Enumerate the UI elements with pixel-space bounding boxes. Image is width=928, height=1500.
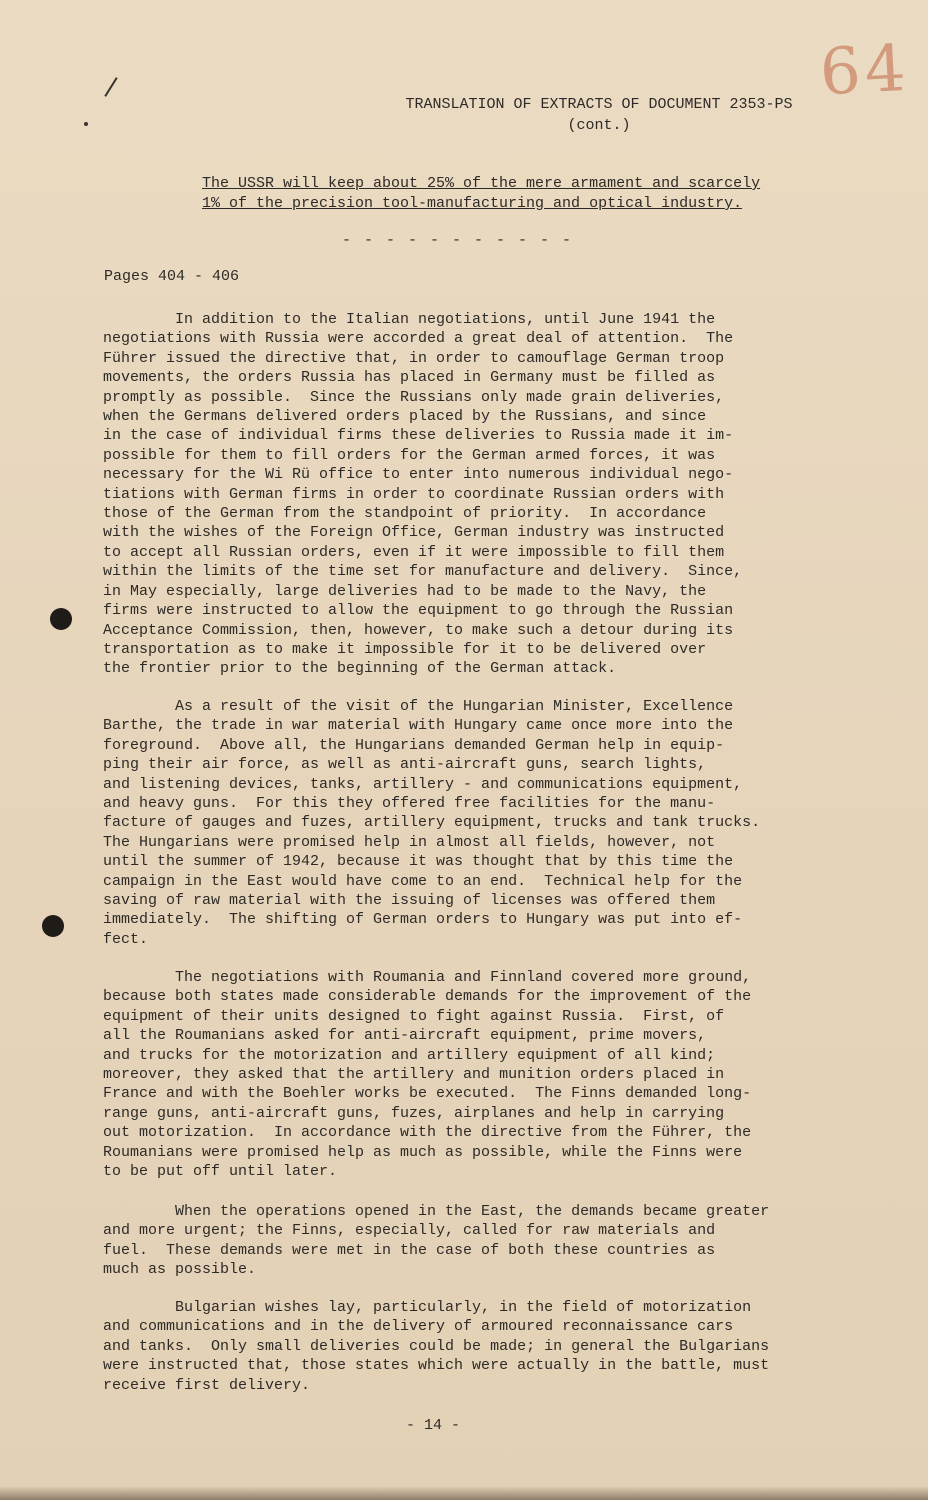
punch-hole: [50, 608, 72, 630]
paragraph-roumania-finnland: The negotiations with Roumania and Finnland covered more ground, because both states made considerable demands for the improvement of the equipment of their units designed to fight against Russia. First, of all the Roumanians asked for anti-aircraft equipment, prime movers, and trucks for the motorization and artillery equipment of all kind; moreover, they asked that the artillery and munition orders placed in France and with the Boehler works be executed. The Finns demanded long- range guns, anti-aircraft guns, fuzes, airplanes and help in carrying out motorization. In accordance with the directive from the Führer, the Roumanians were promised help as much as possible, while the Finns were to be put off until later.: [103, 969, 752, 1181]
ink-dot: [84, 122, 88, 126]
document-header: [384, 94, 814, 136]
pencil-tick-mark: [104, 77, 117, 97]
page-footer-number: - 14 -: [406, 1417, 461, 1434]
page-edge-shadow: [0, 1486, 928, 1500]
paragraph-eastern-operations: When the operations opened in the East, the demands became greater and more urgent; the Finns, especially, called for raw materials and fuel. These demands were met in the case of both these countries as much as possible.: [103, 1203, 770, 1279]
paragraph-hungary: As a result of the visit of the Hungarian Minister, Excellence Barthe, the trade in war material with Hungary came once more into the foreground. Above all, the Hungarians demanded German help in equip- ping their air force, as well as anti-aircraft guns, search lights, and listening devices, tanks, artillery - and communications equipment, and heavy guns. For this they offered free facilities for the manu- facture of gauges and fuzes, artillery equipment, trucks and tank trucks. The Hungarians were promised help in almost all fields, however, not until the summer of 1942, because it was thought that by this time the campaign in the East would have come to an end. Technical help for the saving of raw material with the issuing of licenses was offered them immediately. The shifting of German orders to Hungary was put into ef- fect.: [103, 698, 761, 948]
section-divider: - - - - - - - - - - -: [342, 232, 574, 249]
pages-reference: Pages 404 - 406: [104, 268, 240, 285]
document-title: TRANSLATION OF EXTRACTS OF DOCUMENT 2353-PS: [405, 96, 793, 113]
document-subtitle: (cont.): [567, 117, 631, 134]
punch-hole: [42, 915, 64, 937]
paragraph-russia-negotiations: In addition to the Italian negotiations, until June 1941 the negotiations with Russia were accorded a great deal of attention. The Führer issued the directive that, in order to camouflage German troop movements, the orders Russia has placed in Germany must be filled as promptly as possible. Since the Russians only made grain deliveries, when the Germans delivered orders placed by the Russians, and since in the case of individual firms these deliveries to Russia made it im- possible for them to fill orders for the German armed forces, it was necessary for the Wi Rü office to enter into numerous individual nego- tiations with German firms in order to coordinate Russian orders with those of the German from the standpoint of priority. In accordance with the wishes of the Foreign Office, German industry was instructed to accept all Russian orders, even if it were impossible to fill them within the limits of the time set for manufacture and delivery. Since, in May especially, large deliveries had to be made to the Navy, the firms were instructed to allow the equipment to go through the Russian Acceptance Commission, then, however, to make such a detour during its transportation as to make it impossible for it to be delivered over the frontier prior to the beginning of the German attack.: [103, 311, 743, 678]
handwritten-page-number: 64: [818, 31, 912, 111]
paragraph-bulgaria: Bulgarian wishes lay, particularly, in the field of motorization and communications and in the delivery of armoured reconnaissance cars and tanks. Only small deliveries could be made; in general the Bulgarians were instructed that, those states which were actually in the battle, must receive first delivery.: [103, 1299, 770, 1394]
underlined-statement: The USSR will keep about 25% of the mere armament and scarcely 1% of the precision tool-manufacturing and optical industry.: [202, 175, 761, 212]
